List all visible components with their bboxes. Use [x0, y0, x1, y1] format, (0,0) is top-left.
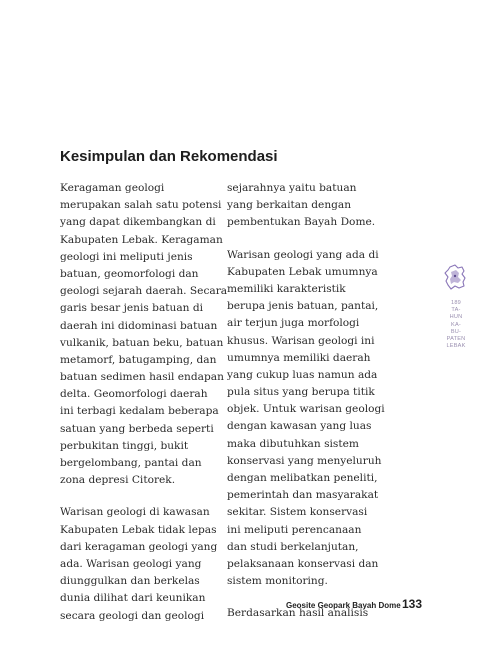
text-line: ini terbagi kedalam beberapa	[60, 405, 219, 418]
text-line: dengan melibatkan peneliti,	[227, 472, 378, 484]
text-line: maka dibutuhkan sistem	[227, 437, 359, 450]
side-caption	[436, 300, 476, 350]
text-line: Warisan geologi yang ada di	[227, 248, 379, 261]
page-number: 133	[402, 597, 423, 611]
text-line: pemerintah dan masyarakat	[227, 489, 379, 502]
paragraph-gap	[60, 489, 222, 504]
paragraph	[227, 247, 389, 591]
paragraph	[60, 180, 228, 489]
text-line: Keragaman geologi	[60, 182, 165, 194]
paragraph	[227, 180, 389, 232]
text-line: sejarahnya yaitu batuan	[227, 182, 357, 194]
text-line: Warisan geologi di kawasan	[60, 506, 210, 519]
side-caption-line: TA-	[451, 307, 461, 314]
text-line: delta. Geomorfologi daerah	[60, 388, 208, 401]
text-line: berupa jenis batuan, pantai,	[227, 300, 379, 313]
text-line: dari keragaman geologi yang	[60, 540, 218, 553]
text-line: dengan kawasan yang luas	[227, 420, 372, 433]
text-line: yang cukup luas namun ada	[227, 368, 378, 381]
text-line: dunia dilihat dari keunikan	[60, 592, 206, 605]
left-text-column	[60, 180, 228, 625]
text-line: metamorf, batugamping, dan	[60, 353, 217, 366]
text-line: umumnya memiliki daerah	[227, 351, 371, 364]
side-caption-line: KA-	[451, 321, 461, 328]
text-line: objek. Untuk warisan geologi	[227, 403, 385, 416]
section-heading: Kesimpulan dan Rekomendasi	[60, 148, 278, 165]
text-line: Berdasarkan hasil analisis	[227, 607, 369, 620]
footer-title: Geosite Geopark Bayah Dome	[286, 601, 401, 610]
text-line: Kabupaten Lebak tidak lepas	[60, 523, 217, 536]
text-line: memiliki karakteristik	[227, 282, 346, 295]
text-line: Kabupaten Lebak umumnya	[227, 265, 378, 278]
text-line: batuan sedimen hasil endapan	[60, 371, 224, 384]
right-text-column	[227, 180, 389, 623]
text-line: zona depresi Citorek.	[60, 474, 176, 487]
text-line: satuan yang berbeda seperti	[60, 422, 214, 435]
regency-map-icon	[444, 264, 466, 290]
text-line: bergelombang, pantai dan	[60, 457, 202, 469]
text-line: sistem monitoring.	[227, 575, 328, 588]
text-line: batuan, geomorfologi dan	[60, 267, 199, 280]
text-line: daerah ini didominasi batuan	[60, 319, 218, 332]
text-line: garis besar jenis batuan di	[60, 302, 204, 315]
text-line: ada. Warisan geologi yang	[60, 557, 202, 570]
side-caption-line: PATEN	[446, 336, 466, 343]
text-line: pula situs yang berupa titik	[227, 386, 375, 399]
text-line: yang dapat dikembangkan di	[60, 216, 216, 229]
paragraph	[60, 504, 222, 624]
text-line: secara geologi dan geologi	[60, 609, 205, 622]
text-line: geologi sejarah daerah. Secara	[60, 285, 228, 298]
text-line: yang berkaitan dengan	[227, 199, 352, 212]
text-line: air terjun juga morfologi	[227, 317, 360, 330]
paragraph-gap	[227, 232, 389, 247]
text-line: diunggulkan dan berkelas	[60, 575, 200, 588]
text-line: sekitar. Sistem konservasi	[227, 506, 368, 519]
text-line: pelaksanaan konservasi dan	[227, 557, 379, 570]
text-line: Kabupaten Lebak. Keragaman	[60, 233, 223, 246]
side-caption-line: BU-	[450, 328, 462, 335]
side-caption-line: HUN	[449, 314, 463, 321]
text-line: dan studi berkelanjutan,	[227, 540, 359, 553]
side-caption-line: 189	[451, 300, 461, 306]
text-line: geologi ini meliputi jenis	[60, 250, 193, 263]
text-line: perbukitan tinggi, bukit	[60, 439, 189, 452]
text-line: pembentukan Bayah Dome.	[227, 216, 376, 229]
text-line: merupakan salah satu potensi	[60, 199, 222, 212]
text-line: ini meliputi perencanaan	[227, 523, 362, 536]
text-line: konservasi yang menyeluruh	[227, 454, 382, 467]
side-caption-line: LEBAK	[446, 343, 466, 350]
text-line: khusus. Warisan geologi ini	[227, 334, 375, 347]
text-line: vulkanik, batuan beku, batuan	[60, 336, 224, 349]
